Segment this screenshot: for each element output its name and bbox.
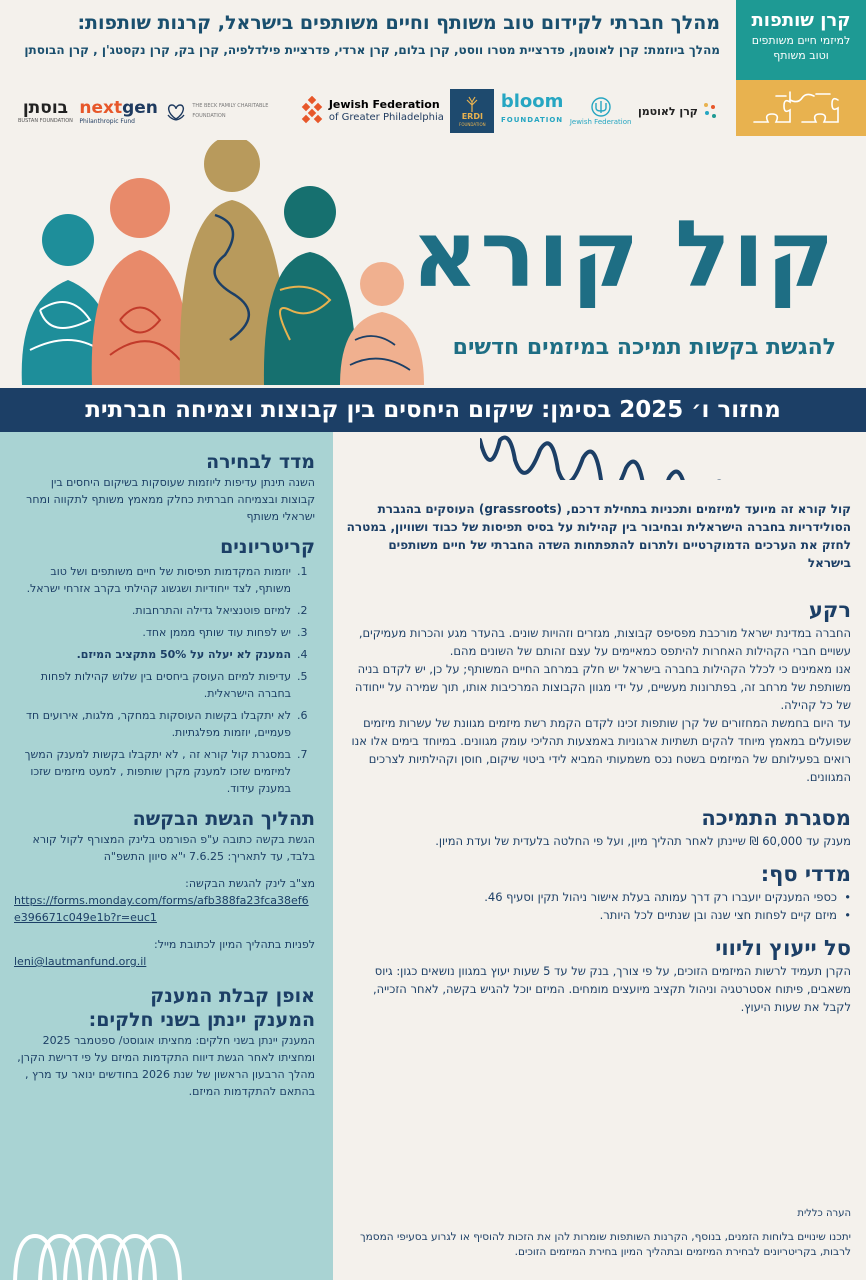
background-paragraph-3: עד היום בחמשת המחזורים של קרן שותפות זכינו לקדם הקמת רשת מיזמים מגוונת של עשרות מיזמים שפועלים במאמץ מיוחד להקים תשתיות ארגוניות באמצעות תהליכי עומק מגוונים. במיוחד בימים אלו אנו רואים בפעילותם של המיזמים בשטח נכס משמעותי המביא לידי ביטוי שיקום, חוסן וקהילתיות לצרכים המגוונים. xyxy=(351,716,851,784)
grant-title-2: המענק יינתן בשני חלקים: xyxy=(88,1009,315,1031)
criteria-list xyxy=(14,563,315,797)
criteria-item-number: 6. xyxy=(297,709,308,722)
jf-philadelphia-line-1: Jewish Federation xyxy=(328,97,440,111)
bloom-logo xyxy=(501,93,564,129)
bloom-logo-name: bloom xyxy=(500,91,564,112)
nextgen-logo xyxy=(79,98,158,125)
cycle-banner: מחזור ו׳ 2025 בסימן: שיקום היחסים בין קבוצות וצמיחה חברתית xyxy=(0,388,866,432)
criteria-item xyxy=(14,563,315,597)
criteria-item-text: למיזם פוטנציאל גדילה והתרחבות. xyxy=(131,604,291,617)
criteria-item xyxy=(14,624,315,641)
header xyxy=(12,10,720,60)
zigzag-decoration xyxy=(480,430,840,480)
partner-logos xyxy=(18,88,718,134)
support-title: מסגרת התמיכה xyxy=(701,806,851,830)
contact-email-link[interactable]: leni@lautmanfund.org.il xyxy=(14,955,147,968)
bustan-logo xyxy=(18,98,73,124)
nextgen-logo-b: gen xyxy=(122,97,158,118)
nextgen-logo-sub: Philanthropic Fund xyxy=(79,117,135,125)
advice-title: סל ייעוץ וליווי xyxy=(715,936,851,960)
bloom-logo-sub: FOUNDATION xyxy=(501,116,564,124)
jf-metrowest-text: Jewish Federation xyxy=(569,117,632,126)
header-line-2: מהלך ביוזמת: קרן לאוטמן, פדרציית מטרו ווסט, קרן בלום, קרן ארדי, פדרציית פילדלפיה, קרן בק, קרן נקסטג'ן , קרן הבוסתן xyxy=(24,43,720,57)
note-text: יתכנו שינויים בלוחות הזמנים, בנוסף, הקרנות השותפות שומרות להן את הזכות להוסיף או לגרוע בסעיפי המסמך לרבות, בקריטריונים לבחירת המיזמים ובתהליך המיון בחירת המיזמים הזוכים. xyxy=(360,1231,851,1258)
lautman-logo-text: קרן לאוטמן xyxy=(637,104,698,118)
criterion-title: מדד לבחירה xyxy=(206,451,315,473)
process-text: הגשת בקשה כתובה ע"פ הפורמט בלינק המצורף לקול קורא בלבד, עד לתאריך: 7.6.25 י"א סיוון התשפ"ה xyxy=(32,833,315,863)
criteria-item-number: 5. xyxy=(297,670,308,683)
jf-metrowest-logo xyxy=(570,97,632,126)
puzzle-panel xyxy=(736,80,866,136)
note-heading: הערה כללית xyxy=(797,1208,851,1219)
criteria-item-number: 1. xyxy=(297,565,308,578)
background-paragraph-1: החברה במדינת ישראל מורכבת מפסיפס קבוצות, מגזרים וזהויות שונים. בהעדר מגע והכרות מעמיקים, עשויים חברי הקהילות האחרות להיתפס כמאיימים על עצם זהותם של השונים מהם. xyxy=(358,626,851,658)
bustan-logo-name: בוסתן xyxy=(22,98,69,118)
main-subtitle: להגשת בקשות תמיכה במיזמים חדשים xyxy=(452,335,836,360)
criteria-item xyxy=(14,746,315,797)
dots-icon xyxy=(702,101,718,121)
criteria-item-number: 7. xyxy=(297,748,308,761)
criteria-item-text: יש לפחות עוד שותף מממן אחד. xyxy=(142,626,291,639)
criteria-item-text: לא יתקבלו בקשות העוסקות במחקר, מלגות, אירועים חד פעמיים, יוזמות מפלגתיות. xyxy=(26,709,291,739)
puzzle-icon xyxy=(746,86,856,132)
threshold-list xyxy=(345,888,851,924)
lautman-logo xyxy=(638,101,718,121)
criteria-item-text: במסגרת קול קורא זה , לא יתקבלו בקשות למענק המשך למיזמים שזכו למענק מקרן שותפות , למעט מיזמים שזכו במענק עידוד. xyxy=(24,748,291,795)
criteria-item-text: עדיפות למיזם העוסק ביחסים בין שלוש קהילות לפחות בחברה הישראלית. xyxy=(40,670,291,700)
threshold-title: מדדי סף: xyxy=(760,862,851,886)
jf-philadelphia-line-2: of Greater Philadelphia xyxy=(328,111,444,123)
spiral-decoration xyxy=(10,1226,210,1280)
hands-heart-icon xyxy=(164,99,188,123)
criterion-text: השנה תינתן עדיפות ליוזמות שעוסקות בשיקום היחסים בין קבוצות ובצמיחה חברתית כחלק ממאמץ משותף לתקווה ומחר ישראלי משותף xyxy=(26,476,315,523)
link-label: מצ"ב לינק להגשת הבקשה: xyxy=(185,877,315,890)
criteria-title: קריטריונים xyxy=(220,536,315,558)
brand-name: קרן שותפות xyxy=(751,10,851,31)
grant-title-1: אופן קבלת המענק xyxy=(150,985,315,1007)
background-title: רקע xyxy=(808,598,851,622)
main-title: קול קורא xyxy=(411,201,836,308)
nextgen-logo-a: next xyxy=(79,97,123,118)
beck-logo xyxy=(164,99,292,123)
erdi-logo-sub: FOUNDATION xyxy=(459,122,486,127)
criteria-item xyxy=(14,707,315,741)
brand-sub-2: וטוב משותף xyxy=(773,49,829,62)
criteria-item-number: 4. xyxy=(297,648,308,661)
people-figures-illustration xyxy=(0,140,430,385)
criteria-item-number: 3. xyxy=(297,626,308,639)
threshold-item: • כספי המענקים יועברו רק דרך עמותה בעלת אישור ניהול תקין וסעיף 46. xyxy=(345,888,851,906)
jf-philadelphia-emblem-icon xyxy=(299,96,325,126)
jf-philadelphia-logo xyxy=(299,96,444,126)
criteria-item xyxy=(14,668,315,702)
side-column xyxy=(0,432,333,1280)
grant-text: המענק יינתן בשני חלקים: מחציתו אוגוסט/ ספטמבר 2025 ומחציתו לאחר הגשת דיווח התקדמות המיזם על פי דרישת הקרן, מהלך הרבעון הראשון של שנת 2026 בחודשים ינואר עד מרץ , בהתאם להתקדמות המיזם. xyxy=(17,1034,315,1098)
intro-text: קול קורא זה מיועד למיזמים ותכניות בתחילת דרכם, (grassroots) העוסקים בהגברת הסולידריות בחברה הישראלית ובחיבור בין קהילות על בסיס תפיסות של כבוד ושוויון, במטרה לחזק את הערכים הדמוקרטיים ולתרום להתפתחות השדה החברתי של חיים משותפים בישראל xyxy=(346,502,851,570)
criteria-item xyxy=(14,602,315,619)
criteria-item-text: יוזמות המקדמות תפיסות של חיים משותפים ושל טוב משותף, לצד ייחודיות ושגשוג קהילתי בקרב אזרחי ישראל. xyxy=(26,565,291,595)
brand-sub-1: למיזמי חיים משותפים xyxy=(751,34,851,47)
beck-logo-text: THE BECK FAMILY CHARITABLE FOUNDATION xyxy=(192,103,269,119)
header-line-1: מהלך חברתי לקידום טוב משותף וחיים משותפים בישראל, קרנות שותפות: xyxy=(77,12,720,34)
menorah-icon xyxy=(588,97,614,117)
bustan-logo-sub: BUSTAN FOUNDATION xyxy=(18,118,73,124)
main-column xyxy=(345,500,851,1016)
email-label: לפניות בתהליך המיון לכתובת מייל: xyxy=(154,938,315,951)
erdi-logo xyxy=(450,89,494,133)
application-form-link[interactable]: https://forms.monday.com/forms/afb388fa23fca38ef6e396671c049e1b?r=euc1 xyxy=(14,894,309,924)
background-paragraph-2: אנו מאמינים כי לכלל הקהילות בחברה בישראל יש חלק במרחב החיים המשותף; על כן, יש לקדם בניה משותפת של מרחב זה, בפתרונות מעשיים, על ידי מגוון הקבוצות המרכיבות אותו, תוך שמירה על ייחודה של כל קהילה. xyxy=(354,662,851,712)
threshold-item: • מיזם קיים לפחות חצי שנה ובן שנתיים לכל היותר. xyxy=(345,906,851,924)
tree-icon xyxy=(462,93,482,113)
criteria-item xyxy=(14,646,315,663)
general-note xyxy=(345,1206,851,1260)
erdi-logo-name: ERDI xyxy=(461,112,483,121)
criteria-item-text: המענק לא יעלה על 50% מתקציב המיזם. xyxy=(76,648,291,661)
support-text: מענק עד 60,000 ₪ שיינתן לאחר תהליך מיון, ועל פי החלטה בלעדית של ועדת המיון. xyxy=(435,834,851,848)
brand-logo xyxy=(736,0,866,136)
advice-text: הקרן תעמיד לרשות המיזמים הזוכים, על פי צורך, בנק של עד 5 שעות יעוץ במגוון נושאים כגון: גיוס משאבים, פיתוח אסטרטגיה וניהול תקציב מיועצים מומחים. המיזם יוכל להגיש בקשה, לאחר הזכייה, לקבל את שעות היעוץ. xyxy=(372,964,851,1014)
criteria-item-number: 2. xyxy=(297,604,308,617)
process-title: תהליך הגשת הבקשה xyxy=(132,808,315,830)
